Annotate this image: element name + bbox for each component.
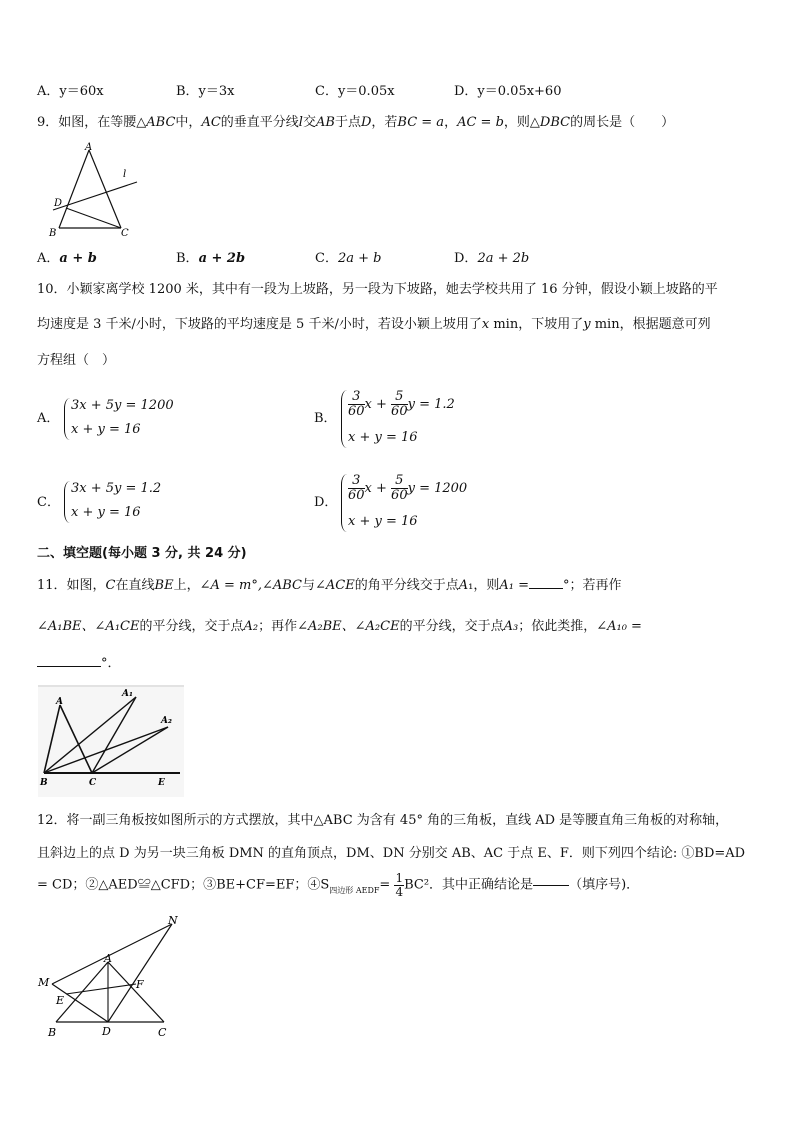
q9-option-c: C．2a + b — [315, 251, 382, 266]
q12-stem-line1: 12．将一副三角板按如图所示的方式摆放，其中△ABC 为含有 45° 角的三角板，直线 AD 是等腰直角三角板的对称轴， — [37, 813, 729, 828]
q12-label-e: E — [56, 994, 65, 1007]
q8-option-c: C．y＝0.05x — [315, 84, 395, 99]
q11-label-c: C — [89, 778, 97, 788]
q9-label-c: C — [121, 228, 129, 239]
q10-option-a-label: A． — [37, 411, 60, 426]
q10-option-b-brace — [341, 390, 347, 448]
q12-stem-line3: = CD；②△AED≌△CFD；③BE+CF=EF；$④S_{四边形 AEDF}=$ $\frac{1}{4}$ BC²．其中正确结论是 （填序号)． — [37, 871, 640, 899]
q11-label-a: A — [56, 697, 63, 707]
q11-label-e: E — [158, 778, 165, 788]
q12-label-d: D — [102, 1025, 111, 1038]
q9-stem: 9．如图，在等腰△ABC中，AC的垂直平分线l交AB于点D，若BC = a，AC = b，则△DBC的周长是（ ） — [37, 115, 675, 130]
q12-triangle-figure — [36, 912, 186, 1042]
q9-label-a: A — [85, 142, 93, 153]
q12-answer-blank[interactable] — [533, 885, 569, 886]
q11-label-a1: A₁ — [122, 689, 133, 699]
q9-label-b: B — [49, 228, 57, 239]
q10-option-a-brace — [64, 398, 70, 440]
q8-option-b: B．y＝3x — [176, 84, 235, 99]
q9-triangle-figure — [45, 140, 145, 240]
q9-option-d: D．2a + 2b — [454, 251, 530, 266]
q10-stem-line2: 均速度是 3 千米/小时，下坡路的平均速度是 5 千米/小时，若设小颖上坡用了x min，下坡用了y min，根据题意可列 — [37, 317, 711, 332]
q9-option-b: B．a + 2b — [176, 251, 246, 266]
q11-angle-figure — [38, 685, 184, 797]
q9-label-d: D — [54, 198, 63, 209]
q9-option-a: A．a + b — [37, 251, 97, 266]
q10-option-d-eq1: $\frac{3}{60}$ x + $\frac{5}{60}$ y = 1200 — [348, 473, 468, 503]
q11-stem-line2: ∠A₁BE、∠A₁CE的平分线，交于点A₂；再作∠A₂BE、∠A₂CE的平分线，交于点A₃；依此类推，∠A₁₀ = — [37, 619, 642, 634]
q10-option-c-eq1: 3x + 5y = 1.2 — [71, 481, 162, 496]
q12-label-m: M — [38, 976, 50, 989]
q10-option-c-label: C． — [37, 495, 60, 510]
q10-option-b-label: B． — [314, 411, 337, 426]
q9-label-l: l — [123, 169, 127, 180]
q11-stem-line1: 11．如图，C在直线BE上，∠A = m°,∠ABC与∠ACE的角平分线交于点A₁，则A₁ = °；若再作 — [37, 578, 622, 593]
q11-label-a2: A₂ — [161, 716, 172, 726]
q10-stem-line1: 10．小颖家离学校 1200 米，其中有一段为上坡路，另一段为下坡路，她去学校共用了 16 分钟，假设小颖上坡路的平 — [37, 282, 718, 297]
q12-label-f: F — [136, 978, 144, 991]
q11-stem-line3: °． — [37, 655, 121, 673]
q11-label-b: B — [40, 778, 48, 788]
q12-label-b: B — [48, 1026, 57, 1039]
q10-option-b-eq1: $\frac{3}{60}$ x + $\frac{5}{60}$ y = 1.2 — [348, 389, 455, 419]
q10-option-a-eq1: 3x + 5y = 1200 — [71, 398, 174, 413]
q10-option-d-eq2: x + y = 16 — [348, 514, 418, 529]
q11-answer-blank-1[interactable] — [529, 588, 563, 589]
q10-option-d-brace — [341, 474, 347, 532]
q10-option-c-brace — [64, 481, 70, 523]
q12-label-c: C — [158, 1026, 167, 1039]
q10-option-b-eq2: x + y = 16 — [348, 430, 418, 445]
q10-option-a-eq2: x + y = 16 — [71, 422, 141, 437]
q10-option-c-eq2: x + y = 16 — [71, 505, 141, 520]
q12-stem-line2: 且斜边上的点 D 为另一块三角板 DMN 的直角顶点，DM、DN 分别交 AB、AC 于点 E、F．则下列四个结论: ①BD=AD — [37, 846, 746, 861]
q8-option-a: A．y＝60x — [37, 84, 104, 99]
q12-label-n: N — [168, 914, 178, 927]
q8-option-d: D．y＝0.05x+60 — [454, 84, 562, 99]
q12-label-a: A — [104, 952, 112, 965]
section-2-header: 二、填空题(每小题 3 分, 共 24 分) — [37, 546, 247, 561]
q10-option-d-label: D． — [314, 495, 338, 510]
q10-stem-line3: 方程组（ ） — [37, 353, 116, 368]
q11-answer-blank-2[interactable] — [37, 666, 101, 667]
